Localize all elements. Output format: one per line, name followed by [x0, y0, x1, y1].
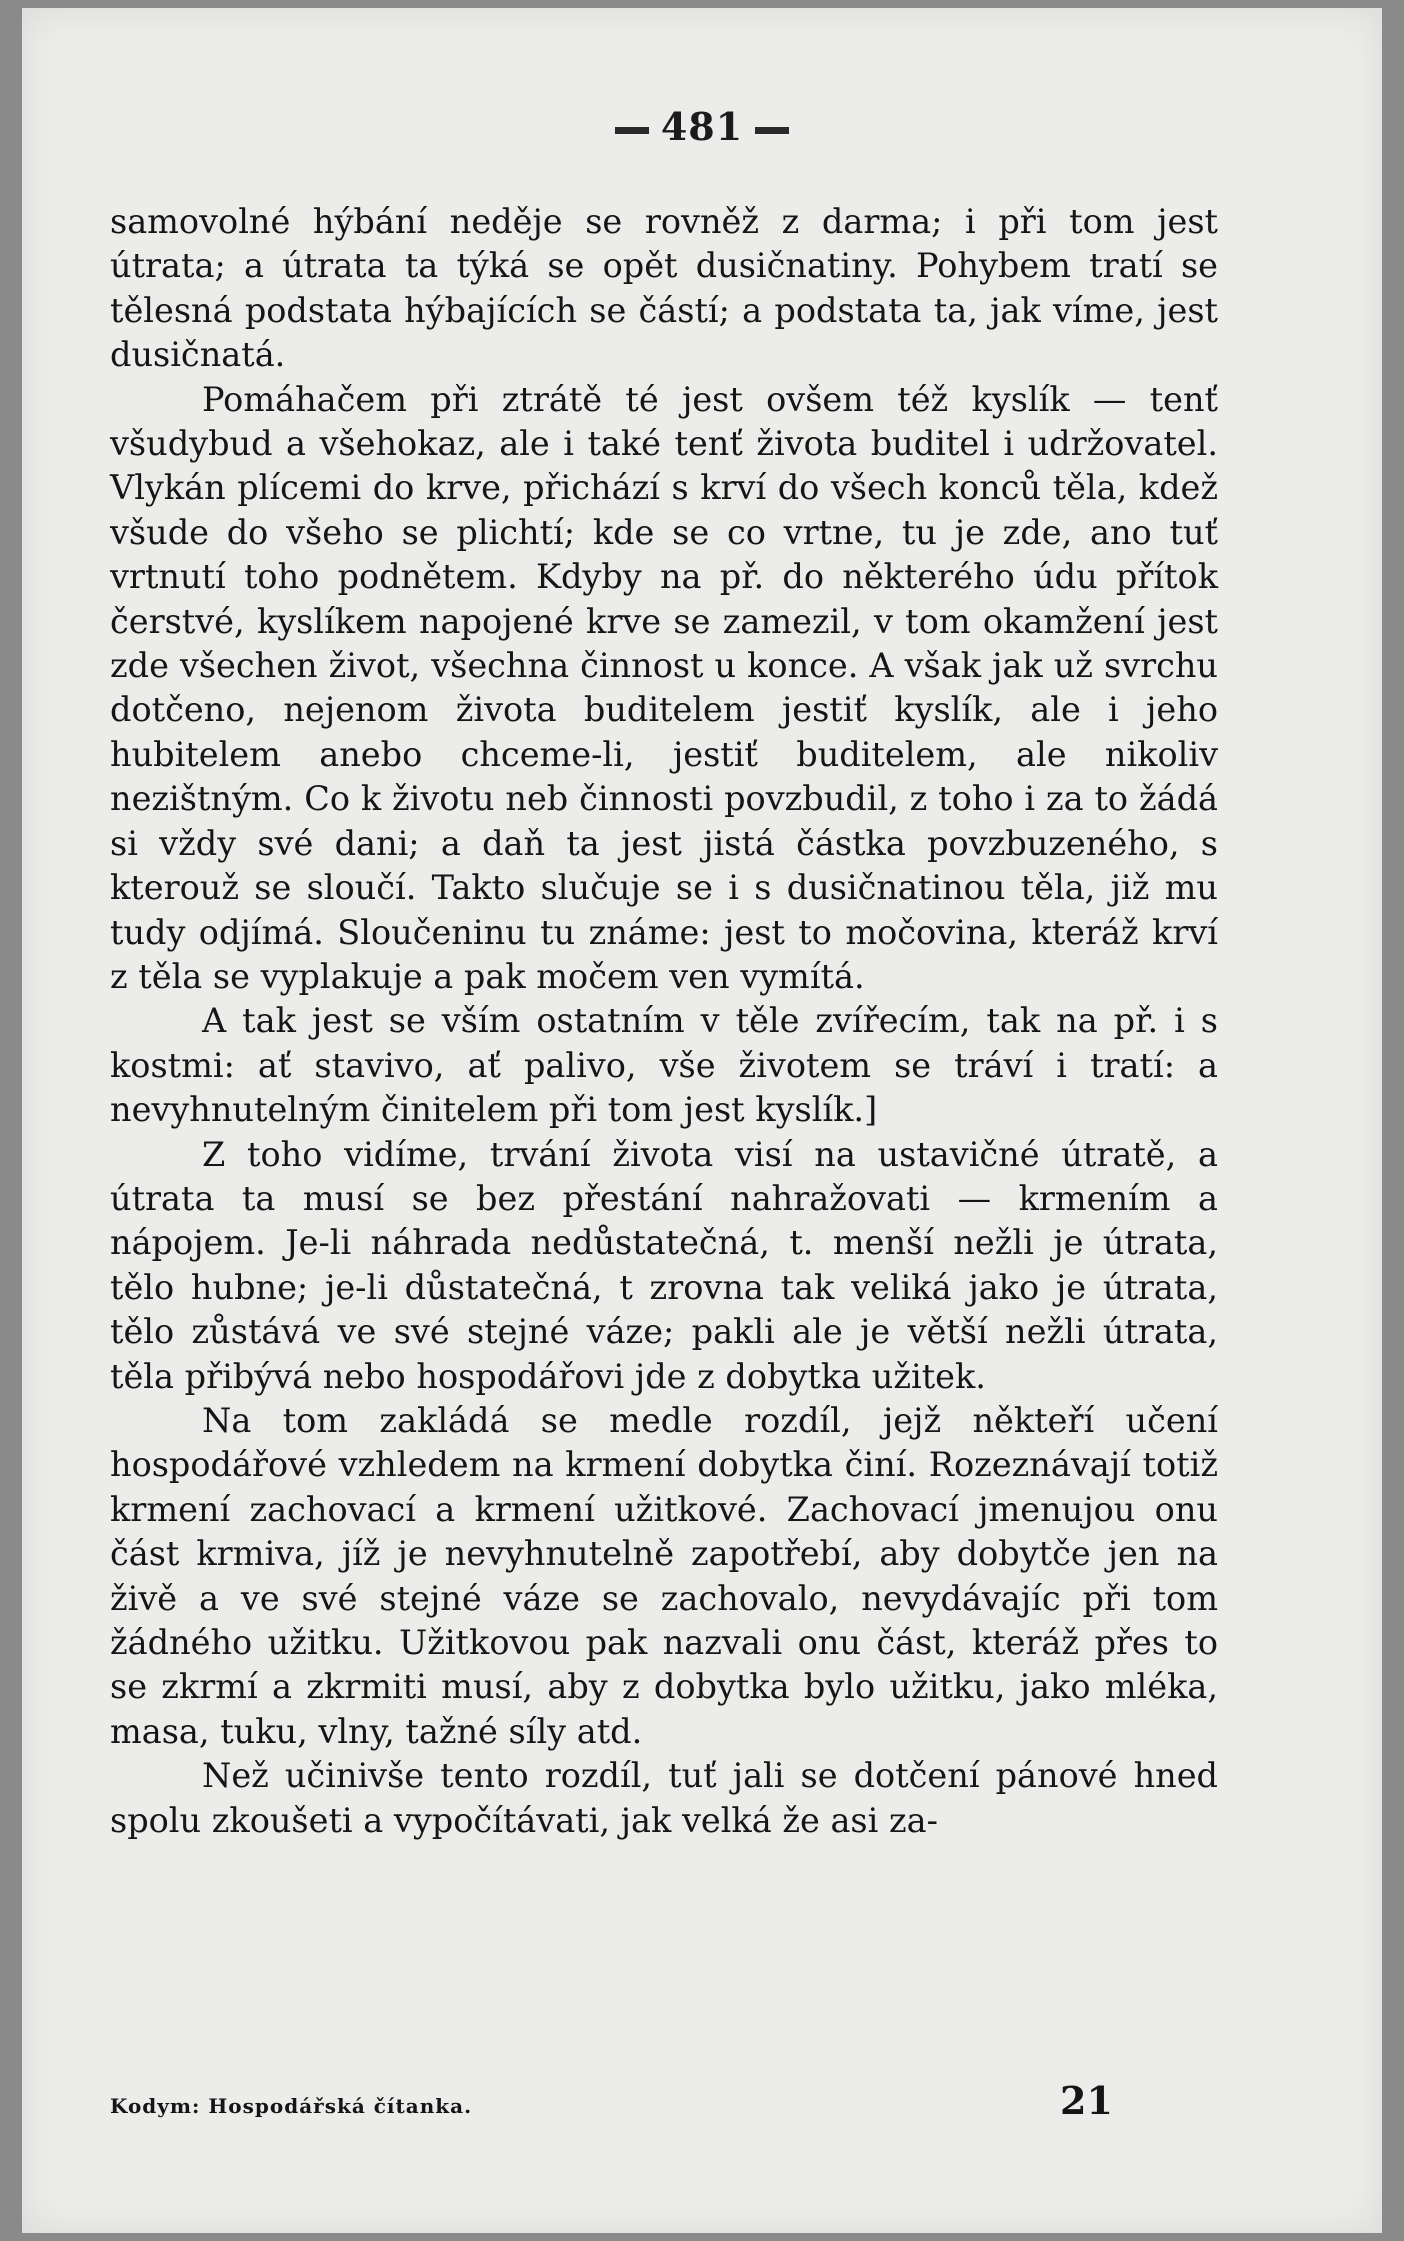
sheet-number: 21	[1060, 2078, 1113, 2123]
signature-line: Kodym: Hospodářská čítanka.	[110, 2094, 473, 2118]
paragraph-6: Než učinivše tento rozdíl, tuť jali se dotčení pánové hned spolu zkoušeti a vypočítávati, jak velká že asi za-	[110, 1756, 1218, 1840]
page-header	[22, 104, 1382, 149]
header-dash-right	[755, 127, 789, 134]
paragraph-4: Z toho vidíme, trvání života visí na ustavičné útratě, a útrata ta musí se bez přestání nahražovati — krmením a nápojem. Je-li náhrada nedůstatečná, t. menší nežli je útrata, tělo hubne; je-li důstatečná, t zrovna tak veliká jako je útrata, tělo zůstává ve své stejné váze; pakli ale je větší nežli útrata, těla přibývá nebo hospodářovi jde z dobytka užitek.	[110, 1134, 1218, 1396]
paragraph-2: Pomáhačem při ztrátě té jest ovšem též kyslík — tenť všudybud a všehokaz, ale i také tenť života buditel i udržovatel. Vlykán plícemi do krve, přichází s krví do všech konců těla, kdež všude do všeho se plichtí; kde se co vrtne, tu je zde, ano tuť vrtnutí toho podnětem. Kdyby na př. do některého údu přítok čerstvé, kyslíkem napojené krve se zamezil, v tom okamžení jest zde všechen život, všechna činnost u konce. A však jak už svrchu dotčeno, nejenom života buditelem jestiť kyslík, ale i jeho hubitelem anebo chceme-li, jestiť buditelem, ale nikoliv nezištným. Co k životu neb činnosti povzbudil, z toho i za to žádá si vždy své dani; a daň ta jest jistá částka povzbuzeného, s kterouž se sloučí. Takto slučuje se i s dusičnatinou těla, již mu tudy odjímá. Sloučeninu tu známe: jest to močovina, kteráž krví z těla se vyplakuje a pak močem ven vymítá.	[110, 379, 1218, 996]
page-footer	[110, 2078, 1218, 2128]
paragraph-5: Na tom zakládá se medle rozdíl, jejž někteří učení hospodářové vzhledem na krmení dobytka činí. Rozeznávají totiž krmení zachovací a krmení užitkové. Zachovací jmenujou onu část krmiva, jíž je nevyhnutelně zapotřebí, aby dobytče jen na živě a ve své stejné váze se zachovalo, nevydávajíc při tom žádného užitku. Užitkovou pak nazvali onu část, kteráž přes to se zkrmí a zkrmiti musí, aby z dobytka bylo užitku, jako mléka, masa, tuku, vlny, tažné síly atd.	[110, 1400, 1218, 1751]
paragraph-1: samovolné hýbání neděje se rovněž z darma; i při tom jest útrata; a útrata ta týká se opět dusičnatiny. Pohybem tratí se tělesná podstata hýbajících se částí; a podstata ta, jak víme, jest dusičnatá.	[110, 202, 1218, 375]
paragraph-3: A tak jest se vším ostatním v těle zvířecím, tak na př. i s kostmi: ať stavivo, ať palivo, vše životem se tráví i tratí: a nevyhnutelným činitelem při tom jest kyslík.]	[110, 1001, 1218, 1130]
book-page	[22, 8, 1382, 2233]
page-body	[110, 200, 1218, 1843]
header-dash-left	[615, 127, 649, 134]
page-number: 481	[660, 104, 744, 149]
